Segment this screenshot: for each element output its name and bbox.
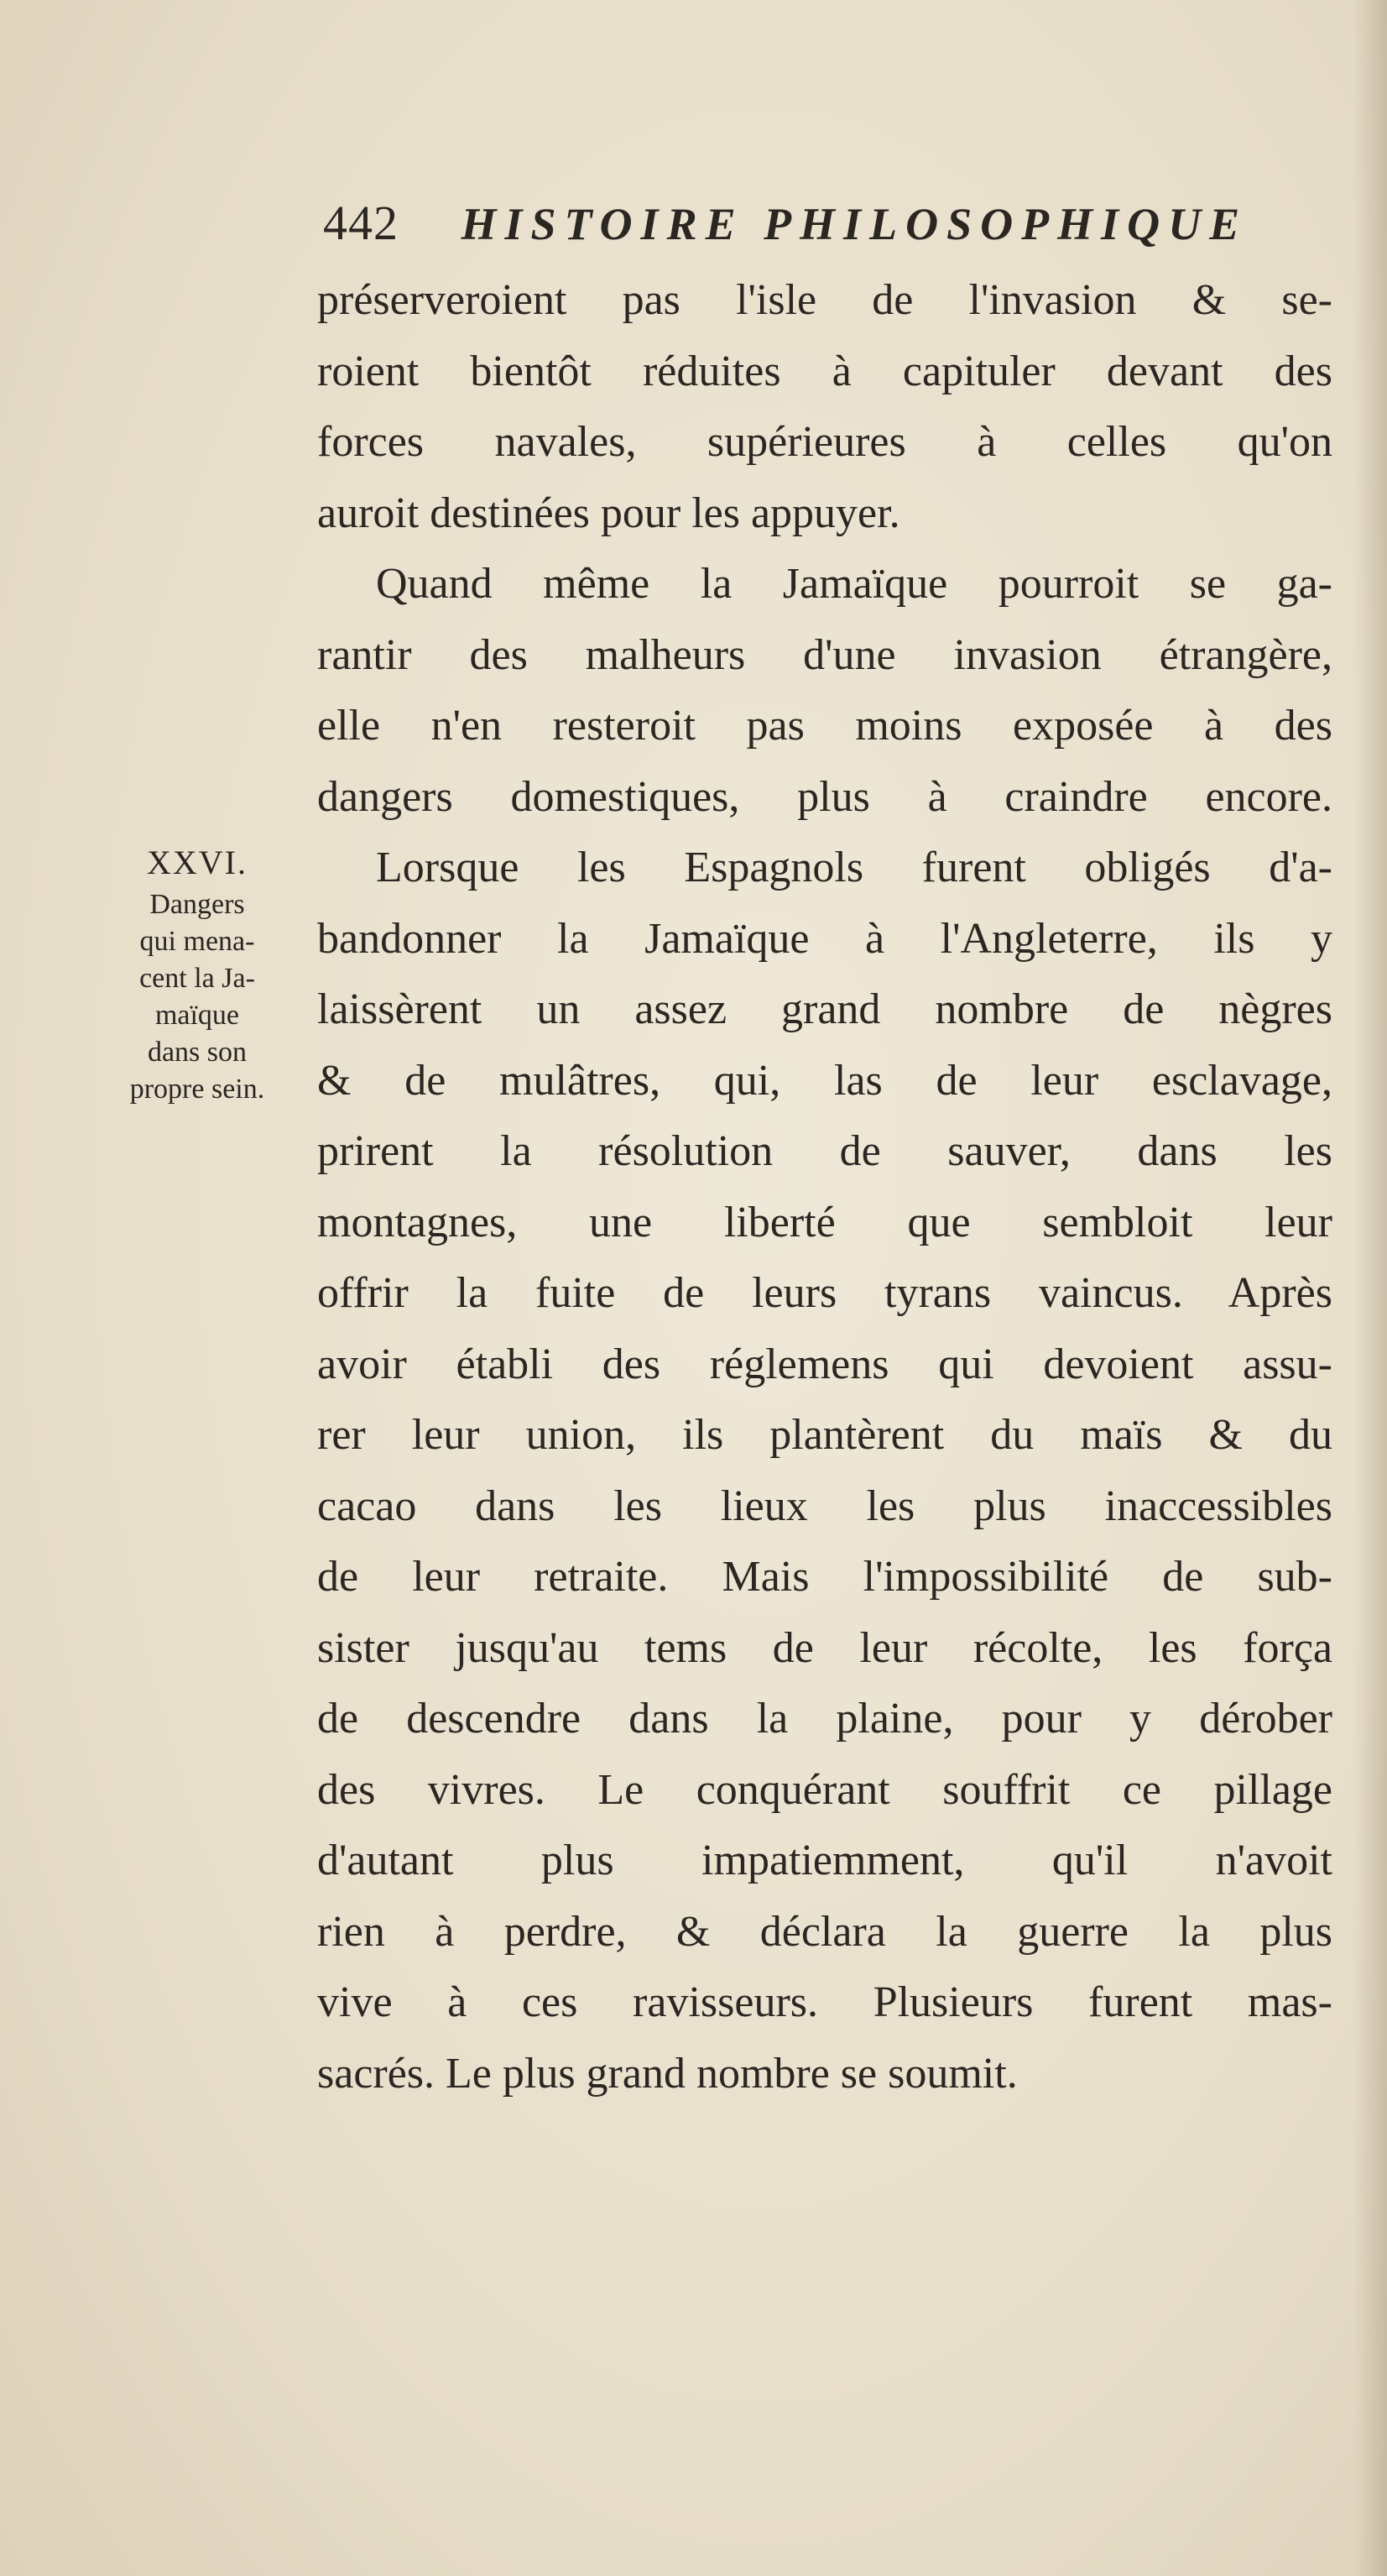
text-line: avoir établi des réglemens qui devoient assu- bbox=[317, 1340, 1332, 1388]
text-line: & de mulâtres, qui, las de leur esclavage, bbox=[317, 1056, 1332, 1105]
text-line: montagnes, une liberté que sembloit leur bbox=[317, 1198, 1332, 1246]
text-line: offrir la fuite de leurs tyrans vaincus. Après bbox=[317, 1269, 1332, 1317]
text-line: Quand même la Jamaïque pourroit se ga- bbox=[376, 560, 1332, 608]
running-header bbox=[323, 190, 1330, 257]
running-title: HISTOIRE PHILOSOPHIQUE bbox=[461, 199, 1249, 249]
margin-note-line: qui mena- bbox=[139, 926, 255, 957]
text-line: elle n'en resteroit pas moins exposée à des bbox=[317, 702, 1332, 750]
text-line: de leur retraite. Mais l'impossibilité de sub- bbox=[317, 1553, 1332, 1601]
margin-note-line: Dangers bbox=[149, 889, 245, 920]
text-line: auroit destinées pour les appuyer. bbox=[317, 489, 900, 537]
text-line: laissèrent un assez grand nombre de nègres bbox=[317, 985, 1332, 1033]
text-line: roient bientôt réduites à capituler devant des bbox=[317, 347, 1332, 395]
section-number: XXVI. bbox=[147, 844, 248, 881]
text-line: vive à ces ravisseurs. Plusieurs furent mas- bbox=[317, 1978, 1332, 2026]
text-line: bandonner la Jamaïque à l'Angleterre, ils y bbox=[317, 914, 1332, 963]
margin-note bbox=[92, 839, 302, 1108]
text-line: rien à perdre, & déclara la guerre la plus bbox=[317, 1907, 1332, 1956]
text-line: rer leur union, ils plantèrent du maïs & du bbox=[317, 1411, 1332, 1459]
margin-note-line: maïque bbox=[154, 1000, 240, 1031]
text-line: forces navales, supérieures à celles qu'on bbox=[317, 418, 1332, 466]
text-line: de descendre dans la plaine, pour y dérober bbox=[317, 1695, 1332, 1743]
text-line: dangers domestiques, plus à craindre encore. bbox=[317, 772, 1332, 821]
page-edge-shadow bbox=[1353, 0, 1387, 2576]
text-line: sacrés. Le plus grand nombre se soumit. bbox=[317, 2049, 1018, 2098]
text-line: prirent la résolution de sauver, dans les bbox=[317, 1127, 1332, 1175]
text-line: cacao dans les lieux les plus inaccessibles bbox=[317, 1481, 1332, 1530]
text-line: d'autant plus impatiemment, qu'il n'avoit bbox=[317, 1837, 1332, 1884]
text-line: rantir des malheurs d'une invasion étrangère, bbox=[317, 630, 1332, 679]
body-text bbox=[317, 265, 1332, 2109]
text-line: sister jusqu'au tems de leur récolte, les força bbox=[317, 1623, 1332, 1672]
margin-note-line: propre sein. bbox=[129, 1074, 265, 1105]
text-line: Lorsque les Espagnols furent obligés d'a- bbox=[376, 844, 1332, 891]
margin-note-line: cent la Ja- bbox=[139, 963, 255, 994]
text-line: préserveroient pas l'isle de l'invasion & se- bbox=[317, 276, 1332, 324]
margin-note-line: dans son bbox=[147, 1037, 248, 1068]
text-line: des vivres. Le conquérant souffrit ce pillage bbox=[317, 1765, 1332, 1814]
page-number: 442 bbox=[323, 196, 399, 250]
